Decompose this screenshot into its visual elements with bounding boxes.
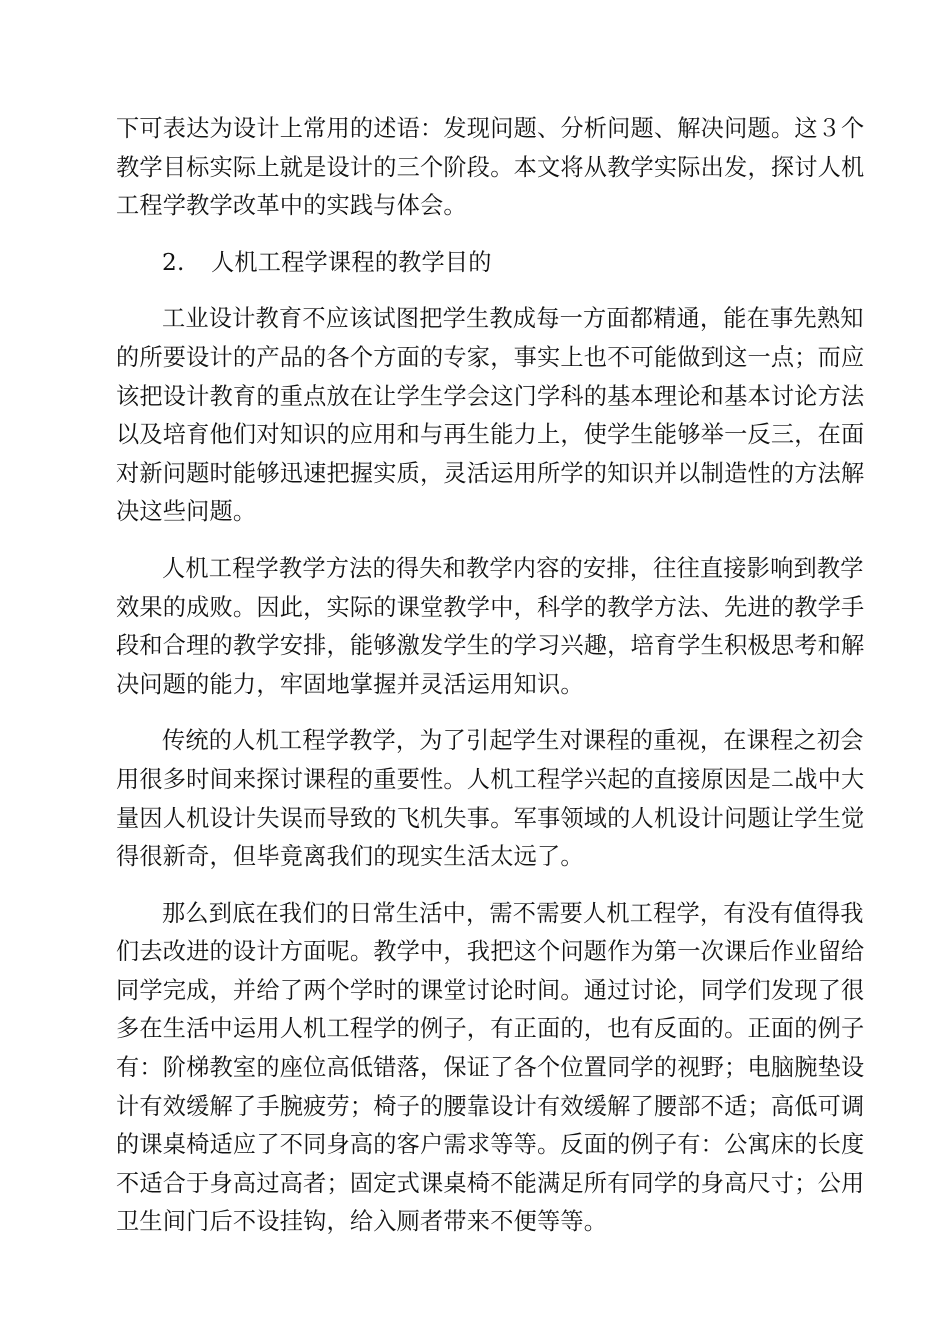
text-line: 多在生活中运用人机工程学的例子，有正面的，也有反面的。正面的例子 [116,1015,865,1043]
text-line: 工业设计教育不应该试图把学生教成每一方面都精通，能在事先熟知 [162,305,864,333]
text-line: 对新问题时能够迅速把握实质，灵活运用所学的知识并以制造性的方法解 [116,459,865,487]
text-line: 计有效缓解了手腕疲劳；椅子的腰靠设计有效缓解了腰部不适；高低可调 [116,1092,865,1120]
document-body [116,110,865,1242]
text-line: 那么到底在我们的日常生活中，需不需要人机工程学，有没有值得我 [162,899,864,927]
section-heading [116,244,832,283]
section-title: 人机工程学课程的教学目的 [211,248,492,276]
text-line: 不适合于身高过高者；固定式课桌椅不能满足所有同学的身高尺寸；公用 [116,1169,865,1197]
text-line: 传统的人机工程学教学，为了引起学生对课程的重视，在课程之初会 [162,727,864,755]
paragraph-teaching-goal [116,300,865,532]
text-line: 决问题的能力，牢固地掌握并灵活运用知识。 [116,670,584,698]
text-line: 的所要设计的产品的各个方面的专家，事实上也不可能做到这一点；而应 [116,343,865,371]
paragraph-traditional-teaching [116,722,865,876]
paragraph-daily-life-examples [116,895,865,1242]
text-line: 效果的成败。因此，实际的课堂教学中，科学的教学方法、先进的教学手 [116,593,865,621]
text-line: 下可表达为设计上常用的述语：发现问题、分析问题、解决问题。这３个 [116,115,865,142]
text-line: 有：阶梯教室的座位高低错落，保证了各个位置同学的视野；电脑腕垫设 [116,1054,865,1082]
text-line: 决这些问题。 [116,498,257,526]
text-line: 们去改进的设计方面呢。教学中，我把这个问题作为第一次课后作业留给 [116,938,865,966]
paragraph-intro-continuation [116,110,865,226]
text-line: 得很新奇，但毕竟离我们的现实生活太远了。 [116,843,584,871]
text-line: 段和合理的教学安排，能够激发学生的学习兴趣，培育学生积极思考和解 [116,632,865,660]
text-line: 教学目标实际上就是设计的三个阶段。本文将从教学实际出发，探讨人机 [116,153,865,181]
text-line: 人机工程学教学方法的得失和教学内容的安排，往往直接影响到教学 [162,554,864,582]
text-line: 量因人机设计失误而导致的飞机失事。军事领域的人机设计问题让学生觉 [116,804,865,832]
text-line: 以及培育他们对知识的应用和与再生能力上，使学生能够举一反三，在面 [116,421,865,449]
text-line: 工程学教学改革中的实践与体会。 [116,192,467,220]
text-line: 同学完成，并给了两个学时的课堂讨论时间。通过讨论，同学们发现了很 [116,976,865,1004]
text-line: 用很多时间来探讨课程的重要性。人机工程学兴起的直接原因是二战中大 [116,765,865,793]
paragraph-teaching-methods [116,550,865,704]
text-line: 卫生间门后不设挂钩，给入厕者带来不便等等。 [116,1208,608,1236]
text-line: 的课桌椅适应了不同身高的客户需求等等。反面的例子有：公寓床的长度 [116,1131,865,1159]
text-line: 该把设计教育的重点放在让学生学会这门学科的基本理论和基本讨论方法 [116,382,865,410]
section-number: 2. [162,248,185,276]
